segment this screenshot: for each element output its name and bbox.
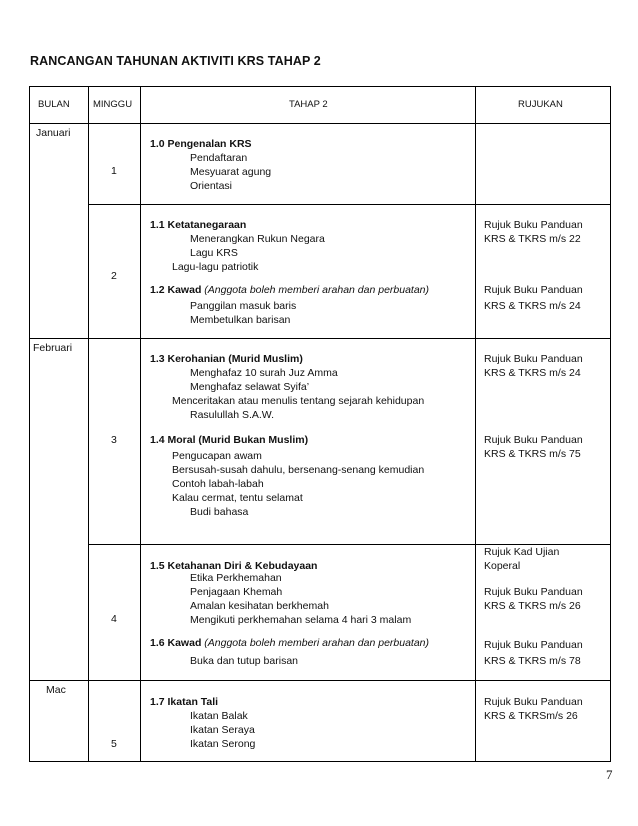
header-minggu: MINGGU <box>93 99 133 110</box>
activity-heading: 1.4 Moral (Murid Bukan Muslim) <box>150 434 309 446</box>
week-number: 1 <box>111 165 117 177</box>
month-januari: Januari <box>36 127 71 139</box>
reference-text: Rujuk Buku Panduan <box>484 219 583 231</box>
header-tahap: TAHAP 2 <box>289 99 328 110</box>
activity-heading: 1.0 Pengenalan KRS <box>150 138 252 150</box>
activity-item: Penjagaan Khemah <box>190 586 283 598</box>
activity-item: Rasulullah S.A.W. <box>190 409 275 421</box>
activity-item: Ikatan Serong <box>190 738 256 750</box>
activity-item: Ikatan Seraya <box>190 724 255 736</box>
reference-text: KRS & TKRS m/s 24 <box>484 367 581 379</box>
activity-item: Amalan kesihatan berkhemah <box>190 600 329 612</box>
activity-item: Lagu KRS <box>190 247 238 259</box>
activity-heading-label: 1.6 Kawad <box>150 637 202 649</box>
activity-heading: 1.1 Ketatanegaraan <box>150 219 247 231</box>
activity-item: Menghafaz 10 surah Juz Amma <box>190 367 338 379</box>
reference-text: Koperal <box>484 560 521 572</box>
activity-heading-note: (Anggota boleh memberi arahan dan perbuatan) <box>204 284 430 296</box>
activity-item: Panggilan masuk baris <box>190 300 297 312</box>
reference-text: Rujuk Buku Panduan <box>484 586 583 598</box>
month-februari: Februari <box>33 342 73 354</box>
reference-text: Rujuk Kad Ujian <box>484 546 560 558</box>
activity-item: Pengucapan awam <box>172 450 262 462</box>
reference-text: KRS & TKRS m/s 24 <box>484 300 581 312</box>
reference-text: Rujuk Buku Panduan <box>484 696 583 708</box>
activity-item: Mengikuti perkhemahan selama 4 hari 3 malam <box>190 614 412 626</box>
week-number: 5 <box>111 738 117 750</box>
activity-heading: 1.5 Ketahanan Diri & Kebudayaan <box>150 560 318 572</box>
week-number: 3 <box>111 434 117 446</box>
activity-item: Budi bahasa <box>190 506 249 518</box>
activity-item: Menerangkan Rukun Negara <box>190 233 325 245</box>
activity-item: Pendaftaran <box>190 152 248 164</box>
activity-item: Etika Perkhemahan <box>190 572 282 584</box>
activity-item: Ikatan Balak <box>190 710 248 722</box>
reference-text: KRS & TKRS m/s 75 <box>484 448 581 460</box>
reference-text: Rujuk Buku Panduan <box>484 434 583 446</box>
activity-item: Menghafaz selawat Syifa’ <box>190 381 310 393</box>
page-title: RANCANGAN TAHUNAN AKTIVITI KRS TAHAP 2 <box>30 54 321 68</box>
activity-item: Buka dan tutup barisan <box>190 655 298 667</box>
activity-item: Membetulkan barisan <box>190 314 291 326</box>
activity-item: Kalau cermat, tentu selamat <box>172 492 303 504</box>
activity-item: Menceritakan atau menulis tentang sejarah kehidupan <box>172 395 425 407</box>
month-mac: Mac <box>46 684 66 696</box>
reference-text: KRS & TKRS m/s 78 <box>484 655 581 667</box>
header-rujukan: RUJUKAN <box>518 99 563 110</box>
activity-item: Contoh labah-labah <box>172 478 264 490</box>
reference-text: KRS & TKRS m/s 22 <box>484 233 581 245</box>
activity-item: Mesyuarat agung <box>190 166 272 178</box>
activity-item: Bersusah-susah dahulu, bersenang-senang kemudian <box>172 464 425 476</box>
week-number: 4 <box>111 613 117 625</box>
activity-item: Lagu-lagu patriotik <box>172 261 259 273</box>
activity-heading-note: (Anggota boleh memberi arahan dan perbuatan) <box>204 637 430 649</box>
reference-text: KRS & TKRSm/s 26 <box>484 710 578 722</box>
header-bulan: BULAN <box>38 99 70 110</box>
activity-heading <box>150 637 429 650</box>
week-number: 2 <box>111 270 117 282</box>
activity-heading-label: 1.2 Kawad <box>150 284 202 296</box>
activity-heading <box>150 284 429 297</box>
reference-text: Rujuk Buku Panduan <box>484 353 583 365</box>
page-number: 7 <box>606 767 613 782</box>
reference-text: Rujuk Buku Panduan <box>484 284 583 296</box>
activity-heading: 1.7 Ikatan Tali <box>150 696 219 708</box>
activity-item: Orientasi <box>190 180 233 192</box>
activity-heading: 1.3 Kerohanian (Murid Muslim) <box>150 353 303 365</box>
reference-text: Rujuk Buku Panduan <box>484 639 583 651</box>
reference-text: KRS & TKRS m/s 26 <box>484 600 581 612</box>
